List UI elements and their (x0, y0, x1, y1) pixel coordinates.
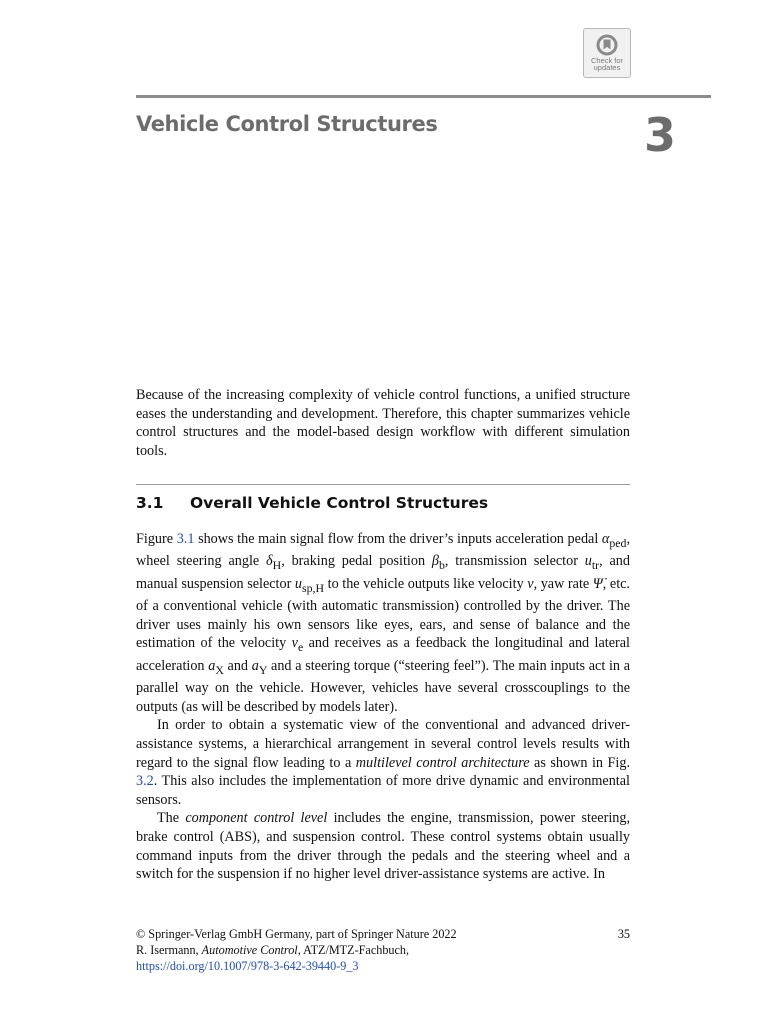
paragraph-2: In order to obtain a systematic view of the conventional and advanced driver-assistance systems, a hierarchical arrangement in several control levels results with regard to the signal flow leading to a multilevel control architecture as shown in Fig. 3.2. This also includes the implementation of more drive dynamic and environmental sensors. (136, 717, 631, 808)
section-heading (136, 494, 488, 512)
figure-link[interactable]: 3.1 (176, 531, 195, 547)
chapter-rule (136, 95, 711, 98)
chapter-title: Vehicle Control Structures (136, 112, 438, 136)
doi-link[interactable]: https://doi.org/10.1007/978-3-642-39440-9_3 (136, 959, 359, 973)
section-body (136, 530, 630, 884)
page-footer (136, 926, 630, 974)
badge-label: Check for updates (590, 56, 624, 72)
chapter-abstract: Because of the increasing complexity of vehicle control functions, a unified structure eases the understanding and development. Therefore, this chapter summarizes vehicle control structures and the model-based design workflow with different simulation tools. (136, 387, 630, 459)
paragraph-1: Figure 3.1 shows the main signal flow from the driver’s inputs acceleration pedal $\alpha_{ped}$, wheel steering angle $\delta_H$, braking pedal position $\beta_b$, transmission selector $u_{tr}$, and manual suspension selector $u_{sp,H}$ to the vehicle outputs like velocity v, yaw rate Ψ̇, etc. of a conventional vehicle (with automatic transmission) controlled by the driver. The driver uses mainly his own sensors like eyes, ears, and sense of balance and the estimation of the velocity $v_e$ and receives as a feedback the longitudinal and lateral acceleration $a_X$ and $a_Y$ and a steering torque (“steering feel”). The main inputs act in a parallel way on the vehicle. However, vehicles have several crosscouplings to the outputs (as will be described by models later). (136, 531, 630, 715)
page-number: 35 (617, 927, 630, 941)
section-number: 3.1 (136, 494, 164, 512)
figure-link[interactable]: 3.2 (136, 773, 154, 790)
section-divider (136, 484, 630, 485)
paragraph-3: The component control level includes the engine, transmission, power steering, brake control (ABS), and suspension control. These control systems obtain usually command inputs from the driver through the pedals and the steering wheel and a switch for the suspension if no higher level driver-assistance systems are active. In (136, 810, 630, 883)
copyright-line: © Springer-Verlag GmbH Germany, part of Springer Nature 2022 (136, 927, 457, 941)
citation-line: R. Isermann, Automotive Control, ATZ/MTZ-Fachbuch, (136, 943, 410, 957)
check-for-updates-badge[interactable] (583, 28, 631, 78)
section-title: Overall Vehicle Control Structures (190, 494, 489, 512)
chapter-number: 3 (643, 108, 676, 162)
bookmark-ring-icon (596, 34, 618, 56)
